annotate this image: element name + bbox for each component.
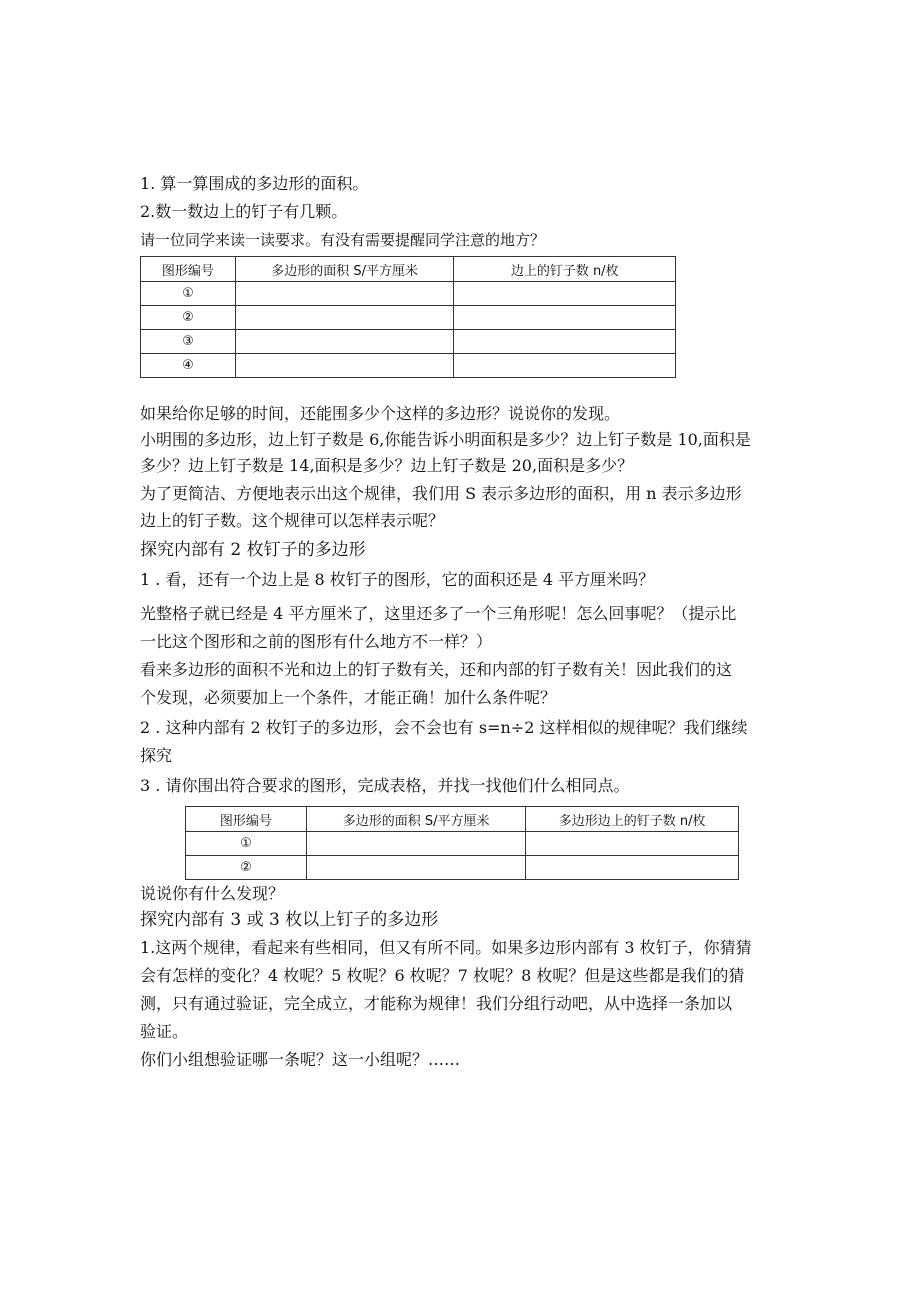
- row-number-cell: ②: [186, 856, 307, 880]
- paragraph-line: 为了更简洁、方便地表示出这个规律，我们用 S 表示多边形的面积，用 n 表示多边形: [140, 484, 742, 503]
- blank-cell[interactable]: [235, 282, 454, 306]
- row-number-cell: ②: [141, 306, 236, 330]
- table-area-nails-2: [185, 806, 739, 880]
- paragraph-line: 一比这个图形和之前的图形有什么地方不一样？）: [140, 632, 493, 651]
- blank-cell[interactable]: [454, 330, 676, 354]
- paragraph-line: 看来多边形的面积不光和边上的钉子数有关，还和内部的钉子数有关！因此我们的这: [140, 660, 733, 679]
- table-row: [141, 330, 676, 354]
- row-number-cell: ①: [186, 832, 307, 856]
- paragraph-line: 光整格子就已经是 4 平方厘米了，这里还多了一个三角形呢！怎么回事呢？（提示比: [140, 604, 737, 623]
- blank-cell[interactable]: [306, 832, 526, 856]
- paragraph-line: 2 . 这种内部有 2 枚钉子的多边形，会不会也有 s=n÷2 这样相似的规律呢？我们继续: [140, 718, 748, 737]
- paragraph-line: 验证。: [140, 1022, 189, 1041]
- table-row: [186, 856, 739, 880]
- paragraph-line: 说说你有什么发现？: [140, 884, 285, 903]
- paragraph-line: 如果给你足够的时间，还能围多少个这样的多边形？说说你的发现。: [140, 404, 621, 423]
- row-number-cell: ①: [141, 282, 236, 306]
- table-row: [141, 306, 676, 330]
- blank-cell[interactable]: [526, 856, 739, 880]
- blank-cell[interactable]: [526, 832, 739, 856]
- paragraph-line: 1 . 看，还有一个边上是 8 枚钉子的图形，它的面积还是 4 平方厘米吗？: [140, 570, 655, 589]
- table-header-cell: 图形编号: [186, 807, 307, 832]
- table-header-row: [141, 257, 676, 282]
- paragraph-line: 测，只有通过验证，完全成立，才能称为规律！我们分组行动吧，从中选择一条加以: [140, 994, 733, 1013]
- paragraph-line: 小明围的多边形，边上钉子数是 6,你能告诉小明面积是多少？边上钉子数是 10,面积是: [140, 430, 751, 449]
- section-heading: 探究内部有 2 枚钉子的多边形: [140, 540, 366, 560]
- row-number-cell: ③: [141, 330, 236, 354]
- task-line-2: 2.数一数边上的钉子有几颗。: [140, 202, 348, 221]
- paragraph-line: 多少？边上钉子数是 14,面积是多少？边上钉子数是 20,面积是多少？: [140, 456, 634, 475]
- blank-cell[interactable]: [235, 306, 454, 330]
- task-line-1: 1. 算一算围成的多边形的面积。: [140, 174, 369, 193]
- paragraph-line: 会有怎样的变化？4 枚呢？5 枚呢？6 枚呢？7 枚呢？8 枚呢？但是这些都是我们的猜: [140, 966, 745, 985]
- paragraph-line: 3 . 请你围出符合要求的图形，完成表格，并找一找他们什么相同点。: [140, 776, 630, 795]
- table-area-nails: [140, 256, 676, 378]
- blank-cell[interactable]: [454, 354, 676, 378]
- table-header-cell: 多边形的面积 S/平方厘米: [235, 257, 454, 282]
- table-row: [141, 282, 676, 306]
- instruction-line: 请一位同学来读一读要求。有没有需要提醒同学注意的地方？: [140, 231, 546, 249]
- blank-cell[interactable]: [235, 330, 454, 354]
- paragraph-line: 探究: [140, 746, 173, 765]
- paragraph-line: 1.这两个规律，看起来有些相同，但又有所不同。如果多边形内部有 3 枚钉子，你猜猜: [140, 938, 752, 957]
- table-header-cell: 图形编号: [141, 257, 236, 282]
- blank-cell[interactable]: [235, 354, 454, 378]
- table-row: [141, 354, 676, 378]
- table-header-cell: 多边形边上的钉子数 n/枚: [526, 807, 739, 832]
- table-header-row: [186, 807, 739, 832]
- table-row: [186, 832, 739, 856]
- paragraph-line: 边上的钉子数。这个规律可以怎样表示呢？: [140, 511, 445, 530]
- blank-cell[interactable]: [454, 282, 676, 306]
- section-heading: 探究内部有 3 或 3 枚以上钉子的多边形: [140, 910, 439, 930]
- table-header-cell: 边上的钉子数 n/枚: [454, 257, 676, 282]
- paragraph-line: 个发现，必须要加上一个条件，才能正确！加什么条件呢？: [140, 688, 557, 707]
- blank-cell[interactable]: [306, 856, 526, 880]
- paragraph-line: 你们小组想验证哪一条呢？这一小组呢？……: [140, 1050, 461, 1069]
- blank-cell[interactable]: [454, 306, 676, 330]
- row-number-cell: ④: [141, 354, 236, 378]
- table-header-cell: 多边形的面积 S/平方厘米: [306, 807, 526, 832]
